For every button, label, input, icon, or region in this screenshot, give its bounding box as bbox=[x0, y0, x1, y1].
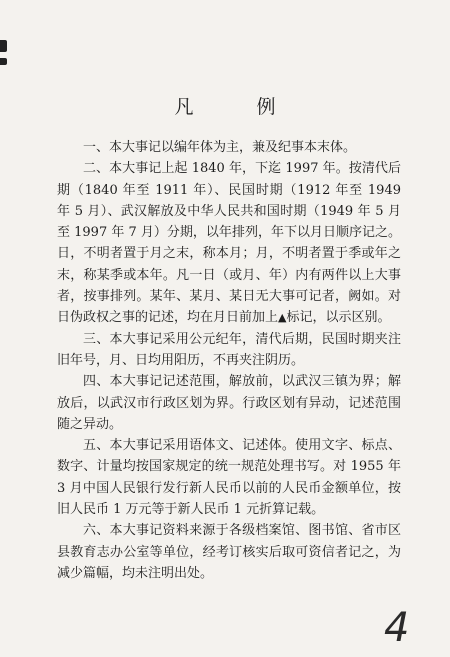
page-number: 4 bbox=[384, 605, 410, 651]
paragraph-6: 六、本大事记资料来源于各级档案馆、图书馆、省市区县教育志办公室等单位，经考订核实后取可资信者记之，为减少篇幅，均未注明出处。 bbox=[57, 523, 401, 581]
paragraph-2 bbox=[57, 158, 401, 328]
triangle-marker-icon: ▲ bbox=[278, 311, 287, 325]
paragraph-4: 四、本大事记记述范围，解放前，以武汉三镇为界；解放后，以武汉市行政区划为界。行政区划有异动，记述范围随之异动。 bbox=[57, 374, 401, 432]
paragraph-2-text: 二、本大事记上起 1840 年，下迄 1997 年。按清代后期（1840 年至 1911 年）、民国时期（1912 年至 1949 年 5 月）、武汉解放及中华人民共和国时期（1949 年 5 月至 1997 年 7 月）分期，以年排列，年下以月日顺序记之。日，不明者置于月之末，称本月；月，不明者置于季或年之末，称某季或本年。凡一日（或月、年）内有两件以上大事者，按事排列。某年、某月、某日无大事可记者，阙如。对日伪政权之事的记述，均在月日前加上 bbox=[57, 161, 401, 326]
paragraph-3: 三、本大事记采用公元纪年，清代后期，民国时期夹注旧年号，月、日均用阳历，不再夹注阴历。 bbox=[57, 331, 401, 368]
paragraph-1: 一、本大事记以编年体为主，兼及纪事本末体。 bbox=[83, 140, 357, 155]
scan-edge-mark bbox=[0, 40, 7, 52]
scan-edge-mark bbox=[0, 58, 7, 65]
page-title: 凡 例 bbox=[174, 96, 298, 118]
paragraph-5: 五、本大事记采用语体文、记述体。使用文字、标点、数字、计量均按国家规定的统一规范处理书写。对 1955 年 3 月中国人民银行发行新人民币以前的人民币金额单位，按旧人民币 1 万元等于新人民币 1 元折算记载。 bbox=[57, 438, 401, 518]
paragraph-2-tail: 标记，以示区别。 bbox=[286, 310, 391, 326]
document-body bbox=[57, 137, 401, 584]
